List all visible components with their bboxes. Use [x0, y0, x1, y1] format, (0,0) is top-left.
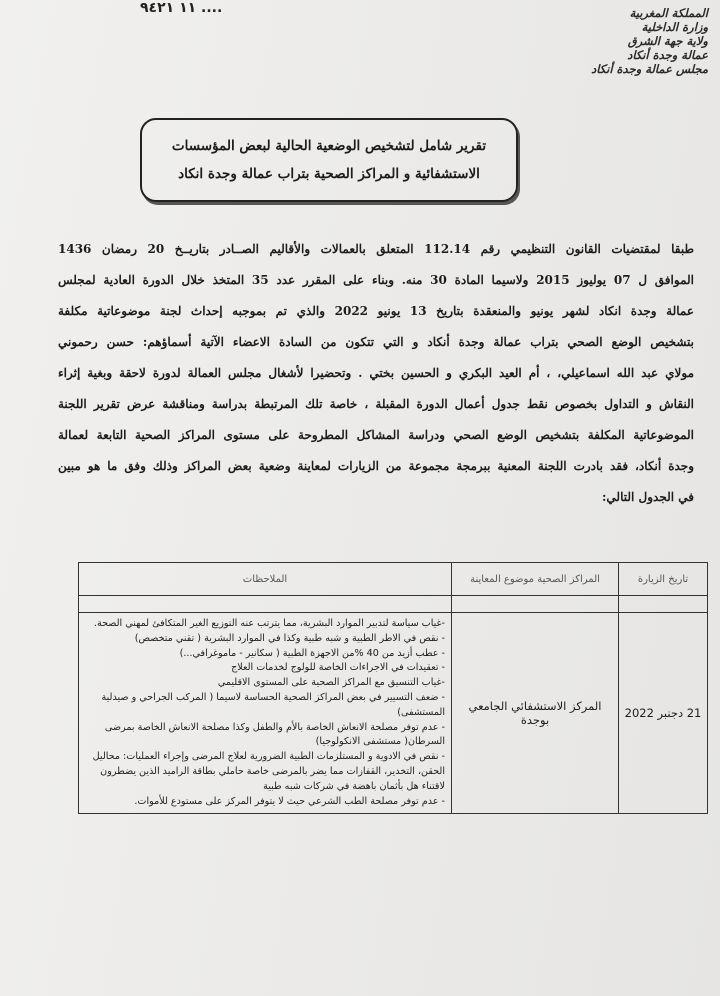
letterhead-line: ولاية جهة الشرق: [627, 34, 708, 48]
report-title-box: [140, 118, 518, 202]
paragraph-line: بتشخيص الوضع الصحي بتراب عمالة وجدة أنكاد و التي تتكون من السادة الاعضاء الآتية أسماؤهم: حسن رحموني: [58, 335, 694, 349]
note-item: - ضعف التسيير في بعض المراكز الصحية الحساسة لاسيما ( المركب الجراحي و صيدلية المستشفى): [101, 691, 445, 718]
notes-cell: [79, 613, 452, 814]
paragraph-line: في الجدول التالي:: [602, 490, 694, 504]
visits-table: [78, 562, 708, 814]
spacer-cell: [619, 596, 708, 613]
table-spacer-row: [79, 596, 708, 613]
note-item: -غياب سياسة لتدبير الموارد البشرية، مما يترتب عنه التوزيع الغير المتكافئ لمهني الصحة.: [93, 618, 445, 629]
note-item: -غياب التنسيق مع المراكز الصحية على المستوى الاقليمي: [217, 677, 445, 689]
health-center-cell: المركز الاستشفائي الجامعي بوجدة: [452, 613, 619, 814]
letterhead-line: عمالة وجدة أنكاد: [627, 48, 708, 62]
header-visit-date: تاريخ الزيارة: [619, 563, 708, 596]
paragraph-line: مولاي عبد الله اسماعيلي، ، أم العيد البكري و الحسين بختي . وتحضيرا لأشغال مجلس العمالة لدورة لاحقة وبغية إثراء: [58, 366, 694, 380]
letterhead-line: وزارة الداخلية: [641, 20, 708, 34]
letterhead-line: مجلس عمالة وجدة أنكاد: [591, 62, 708, 76]
note-item: - تعقيدات في الاجراءات الخاصة للولوج لخدمات العلاج: [231, 662, 445, 674]
paragraph-line: عمالة وجدة انكاد لشهر يونيو والمنعقدة بتاريخ 13 يونيو 2022 والذي تم بموجبه إحداث لجنة موضوعاتية مكلفة: [58, 304, 694, 318]
note-item: - نقص في الادوية و المستلزمات الطبية الضرورية لعلاج المرضى وإجراء العمليات: محاليل الحقن، التخدير، القفازات مما يضر بالمرضى خاصة حاملي بطاقة الراميد الذين يضطرون لاقتناء هل بأثمان باهضة في شركات شبه طبية: [92, 751, 445, 792]
note-item: - عطب أزيد من 40 %من الاجهزة الطبية ( سكانير - ماموغرافي...): [179, 647, 445, 659]
reference-number: ١١ ٩٤٢١ ....: [140, 0, 223, 16]
note-item: - عدم توفر مصلحة الانعاش الخاصة بالأم والطفل وكذا مصلحة الانعاش الخاصة بمرضى السرطان( مستشفى الانكولوجيا): [104, 721, 445, 748]
paragraph-line: الموافق ل 07 يوليوز 2015 ولاسيما المادة 30 منه. وبناء على المقرر عدد 35 المتخذ خلال الدورة العادية لمجلس: [58, 273, 694, 287]
intro-paragraph: [58, 234, 694, 513]
note-item: - عدم توفر مصلحة الطب الشرعي حيث لا يتوفر المركز على مستودع للأموات.: [134, 795, 445, 807]
note-item: - نقص في الاطر الطبية و شبه طبية وكذا في الموارد البشرية ( تقني متخصص): [134, 632, 445, 644]
paragraph-line: الموضوعاتية المكلفة بتشخيص الوضع الصحي ودراسة المشاكل المطروحة على مستوى المراكز الصحية التابعة لعمالة: [58, 428, 694, 442]
header-health-center: المراكز الصحية موضوع المعاينة: [452, 563, 619, 596]
header-notes: الملاحظات: [79, 563, 452, 596]
letterhead: [591, 6, 708, 76]
spacer-cell: [79, 596, 452, 613]
spacer-cell: [452, 596, 619, 613]
report-title-line: تقرير شامل لتشخيص الوضعية الحالية لبعض المؤسسات: [171, 138, 487, 154]
paragraph-line: النقاش و التداول بخصوص نقط جدول أعمال الدورة المقبلة ، خاصة تلك المرتبطة بدراسة ومناقشة عرض تقرير اللجنة: [58, 397, 694, 411]
report-title-line: الاستشفائية و المراكز الصحية بتراب عمالة وجدة انكاد: [178, 166, 480, 182]
letterhead-line: المملكة المغربية: [629, 6, 708, 20]
visit-date-cell: 21 دجنبر 2022: [619, 613, 708, 814]
table-row: [79, 613, 708, 814]
table-header-row: [79, 563, 708, 596]
paragraph-line: طبقا لمقتضيات القانون التنظيمي رقم 112.14 المتعلق بالعمالات والأقاليم الصــادر بتاريــخ 20 رمضان 1436: [58, 242, 694, 256]
paragraph-line: وجدة أنكاد، فقد بادرت اللجنة المعنية ببرمجة مجموعة من الزيارات لمعاينة وضعية بعض المراكز وذلك وفق ما هو مبين: [58, 459, 694, 473]
